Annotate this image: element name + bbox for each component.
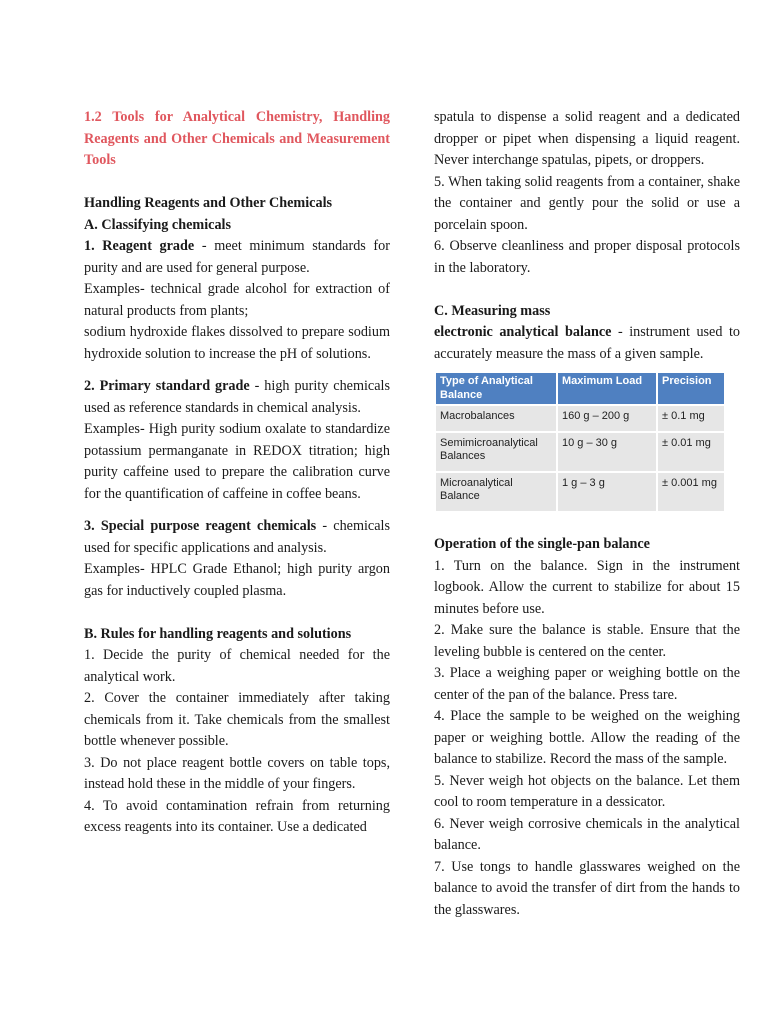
item-text: - high purity chemicals used as reference standards in chemical analysis. [84,378,390,416]
item-label: 2. Primary standard grade [84,378,250,394]
item-label: 1. Reagent grade [84,238,195,254]
table-header-cell: Maximum Load [558,373,656,404]
rule-item: 4. To avoid contamination refrain from returning excess reagents into its container. Use a dedicated [84,797,390,835]
balance-term: electronic analytical balance [434,324,612,340]
balance-definition [434,322,740,365]
rule-item: 1. Decide the purity of chemical needed for the analytical work. [84,647,390,685]
item-example: Examples- High purity sodium oxalate to standardize potassium permanganate in REDOX titration; high purity caffeine used to prepare the calibration curve for the quantification of caffeine in coffee beans. [84,421,390,502]
item-special-purpose [84,516,390,559]
table-cell: ± 0.001 mg [658,473,724,511]
item-example: sodium hydroxide flakes dissolved to prepare sodium hydroxide solution to increase the pH of solutions. [84,324,390,362]
table-row [436,406,724,431]
right-column [434,107,740,921]
step-item: 5. Never weigh hot objects on the balance. Let them cool to room temperature in a dessicator. [434,772,740,810]
table-cell: Macrobalances [436,406,556,431]
item-text: - meet minimum standards for purity and are used for general purpose. [84,238,390,276]
table-header-cell: Precision [658,373,724,404]
step-item: 4. Place the sample to be weighed on the weighing paper or weighing bottle. Allow the reading of the balance to stabilize. Record the mass of the sample. [434,708,740,767]
heading-operation: Operation of the single-pan balance [434,536,650,552]
heading-handling-reagents: Handling Reagents and Other Chemicals [84,195,333,211]
rule-item: 2. Cover the container immediately after taking chemicals from it. Take chemicals from the smallest bottle whenever possible. [84,690,390,749]
table-cell: 10 g – 30 g [558,433,656,471]
table-cell: 1 g – 3 g [558,473,656,511]
table-cell: Microanalytical Balance [436,473,556,511]
item-example: Examples- HPLC Grade Ethanol; high purity argon gas for inductively coupled plasma. [84,561,390,599]
item-example: Examples- technical grade alcohol for extraction of natural products from plants; [84,281,390,319]
heading-classifying: A. Classifying chemicals [84,216,231,233]
section-title: 1.2 Tools for Analytical Chemistry, Handling Reagents and Other Chemicals and Measurement Tools [84,109,390,168]
balance-text: - instrument used to accurately measure the mass of a given sample. [434,324,740,362]
step-item: 3. Place a weighing paper or weighing bottle on the center of the pan of the balance. Press tare. [434,665,740,703]
table-header-row [436,373,724,404]
table-row [436,473,724,511]
table-cell: ± 0.01 mg [658,433,724,471]
step-item: 2. Make sure the balance is stable. Ensure that the leveling bubble is centered on the center. [434,622,740,660]
heading-rules: B. Rules for handling reagents and solutions [84,625,352,642]
rule-item: 6. Observe cleanliness and proper disposal protocols in the laboratory. [434,238,740,276]
table-cell: Semimicroanalytical Balances [436,433,556,471]
step-item: 7. Use tongs to handle glasswares weighed on the balance to avoid the transfer of dirt from the hands to the glasswares. [434,858,740,918]
item-primary-standard [84,376,390,419]
table-header-cell: Type of Analytical Balance [436,373,556,404]
rule-item-continued: spatula to dispense a solid reagent and a dedicated dropper or pipet when dispensing a liquid reagent. Never interchange spatulas, pipets, or droppers. [434,109,740,168]
item-reagent-grade [84,236,390,279]
heading-measuring-mass: C. Measuring mass [434,302,551,319]
rule-item: 5. When taking solid reagents from a container, shake the container and gently pour the solid or use a porcelain spoon. [434,173,740,233]
table-row [436,433,724,471]
item-label: 3. Special purpose reagent chemicals [84,518,317,534]
balance-table [434,371,726,513]
rule-item: 3. Do not place reagent bottle covers on table tops, instead hold these in the middle of your fingers. [84,754,390,792]
table-cell: 160 g – 200 g [558,406,656,431]
item-text: - chemicals used for specific applications and analysis. [84,518,390,556]
table-cell: ± 0.1 mg [658,406,724,431]
step-item: 6. Never weigh corrosive chemicals in the analytical balance. [434,815,740,853]
left-column [84,107,390,839]
step-item: 1. Turn on the balance. Sign in the instrument logbook. Allow the current to stabilize for about 15 minutes before use. [434,557,740,617]
